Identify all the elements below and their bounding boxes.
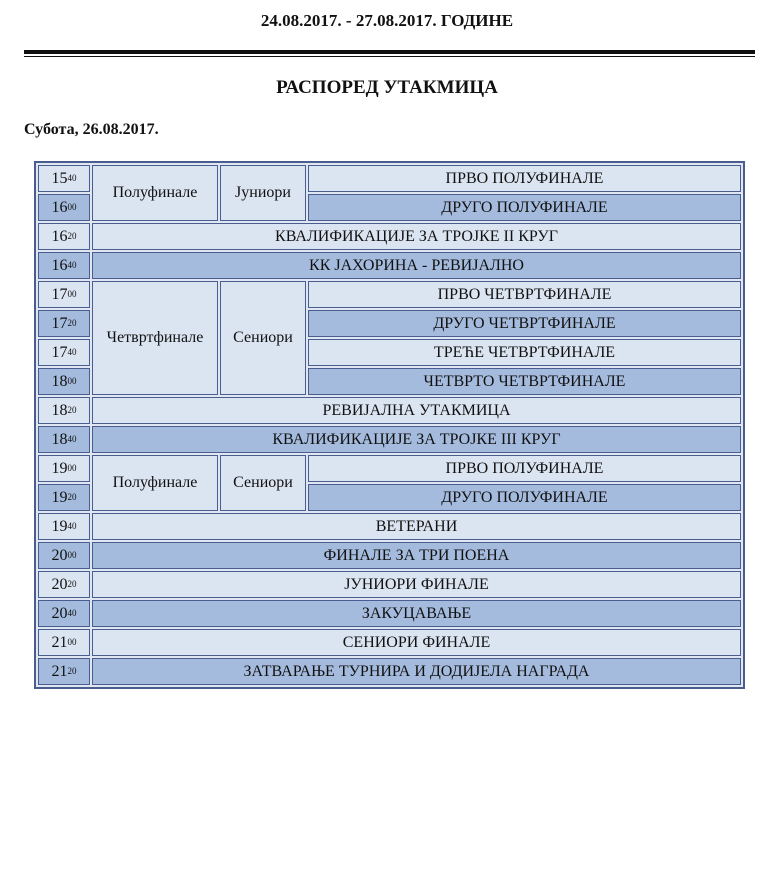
table-row (38, 455, 741, 482)
event-cell: ФИНАЛЕ ЗА ТРИ ПОЕНА (92, 542, 741, 569)
event-cell: ТРЕЋЕ ЧЕТВРТФИНАЛЕ (308, 339, 741, 366)
time-cell (38, 194, 90, 221)
time-hour: 15 (51, 169, 68, 187)
stage-cell: Полуфинале (92, 455, 218, 511)
table-row (38, 426, 741, 453)
event-cell: ДРУГО ПОЛУФИНАЛЕ (308, 194, 741, 221)
time-hour: 19 (51, 459, 68, 477)
event-cell: ЧЕТВРТО ЧЕТВРТФИНАЛЕ (308, 368, 741, 395)
time-cell (38, 426, 90, 453)
category-cell: Сениори (220, 281, 306, 395)
day-heading: Субота, 26.08.2017. (24, 121, 159, 138)
table-row (38, 658, 741, 685)
time-hour: 17 (51, 314, 68, 332)
event-cell: ВЕТЕРАНИ (92, 513, 741, 540)
time-hour: 20 (51, 575, 68, 593)
event-cell: ЗАКУЦАВАЊЕ (92, 600, 741, 627)
stage-cell: Четвртфинале (92, 281, 218, 395)
time-minute: 20 (67, 665, 77, 676)
time-cell (38, 542, 90, 569)
time-minute: 00 (67, 462, 77, 473)
table-row (38, 513, 741, 540)
table-row (38, 571, 741, 598)
table-row (38, 542, 741, 569)
time-cell (38, 600, 90, 627)
page-title: РАСПОРЕД УТАКМИЦА (276, 77, 498, 98)
time-hour: 16 (51, 227, 68, 245)
time-minute: 00 (67, 288, 77, 299)
time-minute: 40 (67, 259, 77, 270)
table-row (38, 281, 741, 308)
time-minute: 40 (67, 433, 77, 444)
time-hour: 16 (51, 198, 68, 216)
time-cell (38, 484, 90, 511)
time-minute: 00 (67, 201, 77, 212)
event-cell: КВАЛИФИКАЦИЈЕ ЗА ТРОЈКЕ II КРУГ (92, 223, 741, 250)
event-cell: ЗАТВАРАЊЕ ТУРНИРА И ДОДИЈЕЛА НАГРАДА (92, 658, 741, 685)
event-cell: ПРВО ПОЛУФИНАЛЕ (308, 165, 741, 192)
time-minute: 40 (67, 520, 77, 531)
time-minute: 20 (67, 578, 77, 589)
event-cell: КВАЛИФИКАЦИЈЕ ЗА ТРОЈКЕ III КРУГ (92, 426, 741, 453)
time-cell (38, 368, 90, 395)
time-hour: 18 (51, 372, 68, 390)
time-cell (38, 571, 90, 598)
time-minute: 00 (67, 636, 77, 647)
time-hour: 19 (51, 517, 68, 535)
event-cell: РЕВИЈАЛНА УТАКМИЦА (92, 397, 741, 424)
time-hour: 19 (51, 488, 68, 506)
event-cell: СЕНИОРИ ФИНАЛЕ (92, 629, 741, 656)
table-row (38, 629, 741, 656)
time-minute: 40 (67, 607, 77, 618)
time-hour: 21 (51, 633, 68, 651)
time-hour: 20 (51, 546, 68, 564)
time-minute: 00 (67, 375, 77, 386)
time-hour: 21 (51, 662, 68, 680)
category-cell: Јуниори (220, 165, 306, 221)
time-cell (38, 513, 90, 540)
schedule-table (34, 161, 745, 689)
time-hour: 18 (51, 401, 68, 419)
event-dates: 24.08.2017. - 27.08.2017. ГОДИНЕ (260, 11, 514, 30)
time-hour: 18 (51, 430, 68, 448)
table-row (38, 165, 741, 192)
time-minute: 20 (67, 491, 77, 502)
time-cell (38, 455, 90, 482)
time-hour: 16 (51, 256, 68, 274)
time-cell (38, 397, 90, 424)
event-cell: КК ЈАХОРИНА - РЕВИЈАЛНО (92, 252, 741, 279)
table-row (38, 397, 741, 424)
time-minute: 20 (67, 404, 77, 415)
event-cell: ДРУГО ЧЕТВРТФИНАЛЕ (308, 310, 741, 337)
time-hour: 20 (51, 604, 68, 622)
event-cell: ПРВО ПОЛУФИНАЛЕ (308, 455, 741, 482)
category-cell: Сениори (220, 455, 306, 511)
time-minute: 20 (67, 230, 77, 241)
time-hour: 17 (51, 285, 68, 303)
time-minute: 40 (67, 346, 77, 357)
time-cell (38, 629, 90, 656)
event-cell: ДРУГО ПОЛУФИНАЛЕ (308, 484, 741, 511)
time-cell (38, 252, 90, 279)
time-cell (38, 658, 90, 685)
time-minute: 40 (67, 172, 77, 183)
table-row (38, 600, 741, 627)
time-cell (38, 223, 90, 250)
time-hour: 17 (51, 343, 68, 361)
header-divider (24, 50, 755, 54)
table-row (38, 223, 741, 250)
time-cell (38, 339, 90, 366)
time-minute: 20 (67, 317, 77, 328)
stage-cell: Полуфинале (92, 165, 218, 221)
time-cell (38, 281, 90, 308)
header-divider-thin (24, 56, 755, 57)
time-cell (38, 310, 90, 337)
table-row (38, 252, 741, 279)
event-cell: ПРВО ЧЕТВРТФИНАЛЕ (308, 281, 741, 308)
time-minute: 00 (67, 549, 77, 560)
time-cell (38, 165, 90, 192)
event-cell: ЈУНИОРИ ФИНАЛЕ (92, 571, 741, 598)
